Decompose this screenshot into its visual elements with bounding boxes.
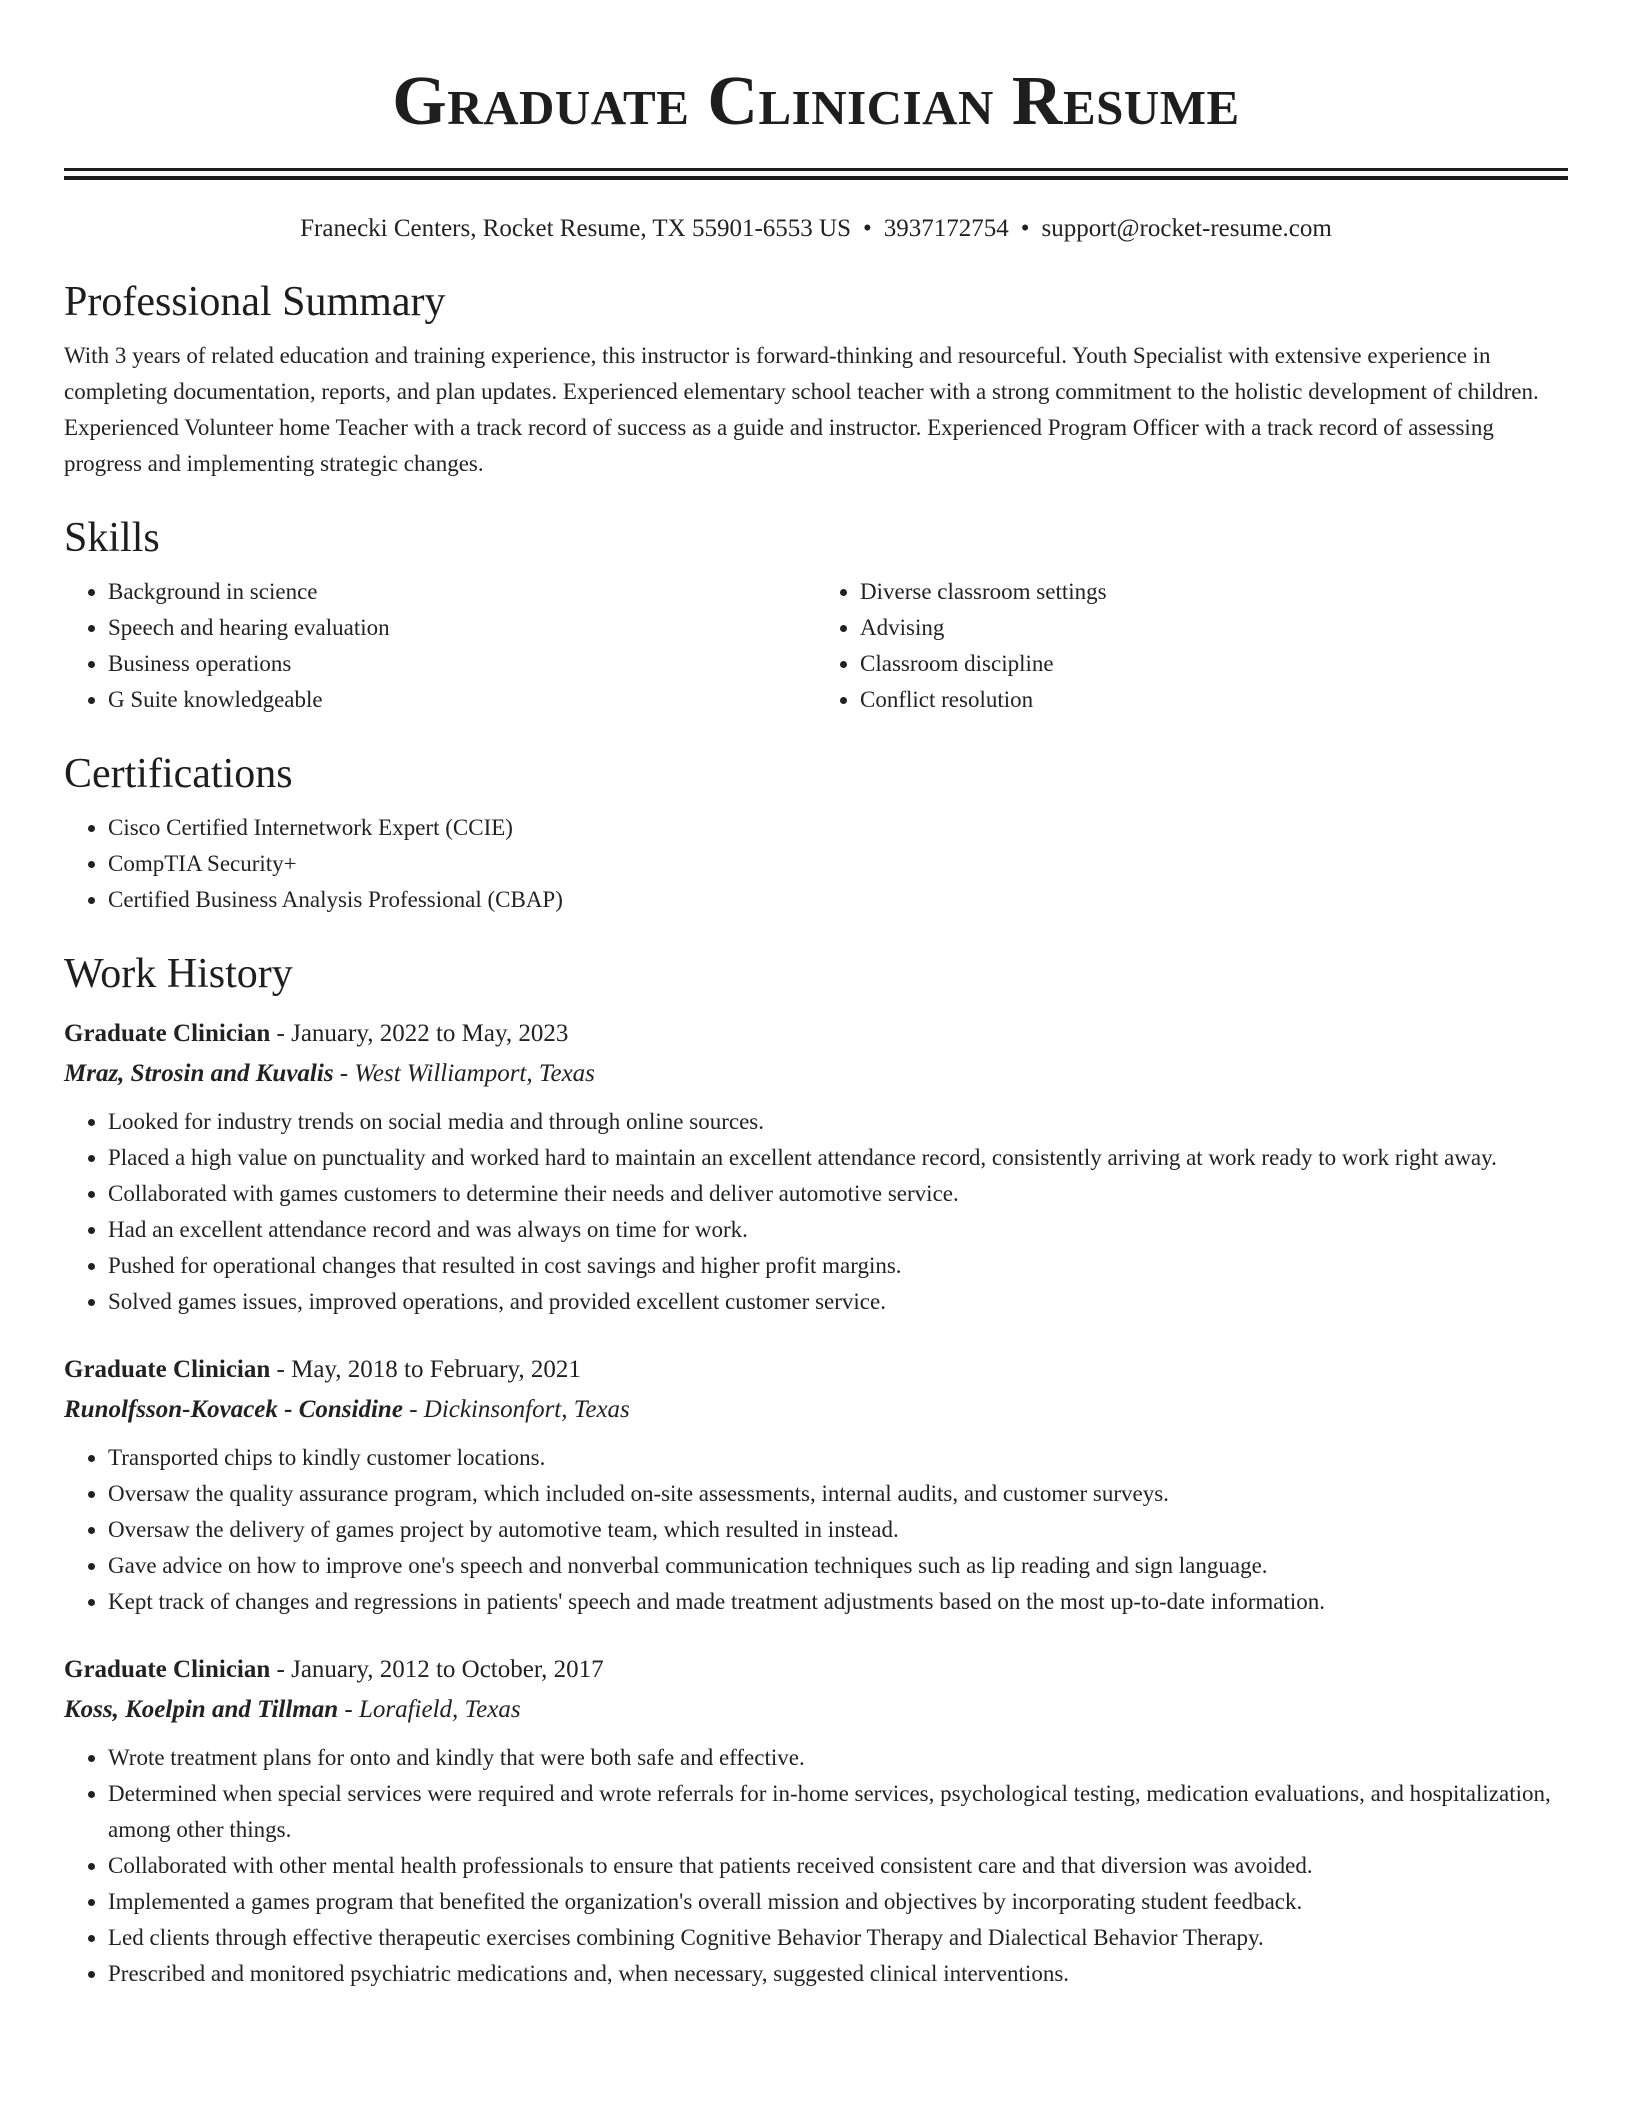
skills-list-left [64,574,816,718]
job-entry [64,1650,1568,1992]
job-entry [64,1014,1568,1320]
job-title-line [64,1650,1568,1690]
job-bullet: • Looked for industry trends on social media and through online sources. [108,1104,1568,1140]
job-role: Graduate Clinician [64,1656,271,1683]
skill-item: • Background in science [108,574,816,610]
job-bullets [64,1740,1568,1992]
skill-item: • Advising [860,610,1568,646]
job-bullet: • Wrote treatment plans for onto and kindly that were both safe and effective. [108,1740,1568,1776]
title-divider [64,168,1568,180]
summary-heading: Professional Summary [64,279,446,325]
job-dates: - May, 2018 to February, 2021 [270,1356,581,1383]
resume-page [64,0,1568,1992]
job-bullet: • Transported chips to kindly customer locations. [108,1440,1568,1476]
skill-item: • G Suite knowledgeable [108,682,816,718]
skills-list-right [816,574,1568,718]
contact-separator: • [1020,215,1030,242]
job-company-line [64,1390,1568,1430]
job-bullet: • Oversaw the delivery of games project by automotive team, which resulted in instead. [108,1512,1568,1548]
certifications-heading: Certifications [64,751,293,797]
certification-item: • Certified Business Analysis Professional (CBAP) [108,882,1568,918]
job-bullets [64,1440,1568,1620]
job-dates: - January, 2022 to May, 2023 [270,1020,569,1047]
skills-columns [64,574,1568,718]
job-role: Graduate Clinician [64,1020,271,1047]
work-history-heading: Work History [64,951,293,997]
job-bullet: • Kept track of changes and regressions in patients' speech and made treatment adjustments based on the most up-to-date information. [108,1584,1568,1620]
certifications-section [64,748,1568,918]
contact-line [64,212,1568,246]
certifications-list [64,810,1568,918]
job-entry [64,1350,1568,1620]
job-company: Runolfsson-Kovacek - Considine [64,1396,403,1423]
skill-item: • Business operations [108,646,816,682]
work-history-section [64,948,1568,1992]
resume-title: Graduate Clinician Resume [392,63,1240,140]
job-title-line [64,1014,1568,1054]
job-bullet: • Pushed for operational changes that resulted in cost savings and higher profit margins. [108,1248,1568,1284]
skills-heading: Skills [64,515,160,561]
skill-item: • Speech and hearing evaluation [108,610,816,646]
contact-phone: 3937172754 [883,215,1009,242]
job-company: Koss, Koelpin and Tillman [64,1696,339,1723]
job-bullet: • Oversaw the quality assurance program, which included on-site assessments, internal audits, and customer surveys. [108,1476,1568,1512]
contact-separator: • [863,215,872,242]
job-bullet: • Solved games issues, improved operations, and provided excellent customer service. [108,1284,1568,1320]
job-bullet: • Collaborated with other mental health professionals to ensure that patients received consistent care and that diversion was avoided. [108,1848,1568,1884]
job-company-line [64,1054,1568,1094]
contact-address: Franecki Centers, Rocket Resume, TX 55901-6553 US [300,215,851,242]
skills-section [64,512,1568,718]
job-bullet: • Implemented a games program that benefited the organization's overall mission and objectives by incorporating student feedback. [108,1884,1568,1920]
certification-item: • Cisco Certified Internetwork Expert (CCIE) [108,810,1568,846]
job-title-line [64,1350,1568,1390]
job-bullet: • Had an excellent attendance record and was always on time for work. [108,1212,1568,1248]
job-bullet: • Determined when special services were required and wrote referrals for in-home services, psychological testing, medication evaluations, and hospitalization, among other things. [108,1776,1568,1848]
skill-item: • Classroom discipline [860,646,1568,682]
certification-item: • CompTIA Security+ [108,846,1568,882]
job-dates: - January, 2012 to October, 2017 [270,1656,604,1683]
job-location: - Dickinsonfort, Texas [402,1396,630,1423]
job-bullet: • Placed a high value on punctuality and worked hard to maintain an excellent attendance record, consistently arriving at work ready to work right away. [108,1140,1568,1176]
job-bullet: • Led clients through effective therapeutic exercises combining Cognitive Behavior Therapy and Dialectical Behavior Therapy. [108,1920,1568,1956]
job-bullet: • Gave advice on how to improve one's speech and nonverbal communication techniques such as lip reading and sign language. [108,1548,1568,1584]
skill-item: • Diverse classroom settings [860,574,1568,610]
summary-text: With 3 years of related education and training experience, this instructor is forward-thinking and resourceful. Youth Specialist with extensive experience in completing documentation, reports, and plan updates. Experienced elementary school teacher with a strong commitment to the holistic development of children. Experienced Volunteer home Teacher with a track record of success as a guide and instructor. Experienced Program Officer with a track record of assessing progress and implementing strategic changes. [64,343,1539,476]
job-company: Mraz, Strosin and Kuvalis [64,1060,334,1087]
job-bullet: • Prescribed and monitored psychiatric medications and, when necessary, suggested clinical interventions. [108,1956,1568,1992]
job-bullet: • Collaborated with games customers to determine their needs and deliver automotive service. [108,1176,1568,1212]
job-role: Graduate Clinician [64,1356,271,1383]
contact-email: support@rocket-resume.com [1041,215,1332,242]
job-bullets [64,1104,1568,1320]
job-location: - Lorafield, Texas [338,1696,521,1723]
summary-section [64,276,1568,482]
skill-item: • Conflict resolution [860,682,1568,718]
job-company-line [64,1690,1568,1730]
job-location: - West Williamport, Texas [333,1060,595,1087]
